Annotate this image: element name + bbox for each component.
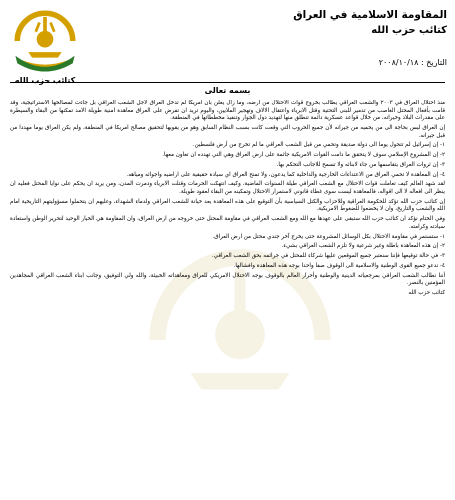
list-item: ٤- إن المعاهدة لا تحمي العراق من الاعتداءات الخارجية والداخلية كما يدعون، ولا تمنح العراق اي سيادة حقيقية على اراضيه واجوائه ومياهه. [126,171,445,178]
document-date: التاريخ : ٢٠٠٨/١٠/١٨ [378,58,447,67]
list-item: ٢- إن هذه المعاهدة باطلة وغير شرعية ولا تلزم الشعب العراقي بشيء. [281,243,445,250]
logo-caption: كتائب حزب الله [14,76,76,85]
list-item: ١- إن إسرائيل لم تتحول يوما الى دولة صديقة وتحمي من قبل الشعب العراقي ما لم تخرج من أرض فلسطين. [192,142,445,149]
paragraph: لقد شهد العالم كيف تعاملت قوات الاحتلال مع الشعب العراقي طيلة السنوات الماضية، وكيف انتهكت الحرمات وقتلت الابرياء ودمرت المدن، ومن يريد ان يحكم على نوايا المحتل فعليه ان ينظر الى افعاله لا الى اقواله، فالمعاهدة ليست سوى غطاء قانوني لاستمرار الاحتلال وتمكينه من البقاء لعقود طويلة. [10,181,445,196]
list-item: ٢- إن المشروع الإسلامي سوف لا يتحقق ما دامت القوات الامريكية جاثمة على ارض العراق وهي التي تهدده ان تعاون معها. [162,152,445,159]
paragraph: منذ احتلال العراق في ٢٠٠٣ والشعب العراقي يطالب بخروج قوات الاحتلال من ارضه، وما زال يعلن بأن امريكا لم تدخل العراق لاجل الشعب العراقي بل جاءت لمصالحها الاستراتيجية، وقد قامت بأفعال المحتل الغاصب من تدمير للبنى التحتية وقتل الابرياء واعتقال الالاف وتهجير الملايين، واليوم تريد ان تفرض على العراق معاهدة امنية طويلة الامد تمكنها من البقاء والسيطرة على مقدرات البلاد وخيراته، من خلال قواعد عسكرية دائمة تنطلق منها لتهديد دول الجوار وتنفيذ مخططاتها في المنطقة. [10,100,445,122]
statement-body [10,100,445,496]
paragraph: إن كتائب حزب الله تؤكد للحكومة العراقية وللاحزاب والكتل السياسية بأن التوقيع على هذه المعاهدة يعد خيانة للشعب العراقي ولدماء الشهداء، وعليهم ان يتحملوا مسؤوليتهم التاريخية امام الله والشعب والتاريخ، وان لا يخضعوا للضغوط الامريكية. [10,198,445,213]
list-item: ٤- ندعو جميع القوى الوطنية والاسلامية الى الوقوف صفا واحدا بوجه هذه المعاهدة وافشالها. [233,262,445,269]
header-divider [10,82,445,83]
paragraph: أننا نطالب الشعب العراقي بمرجعياته الدينية والوطنية وأحرار العالم بالوقوف بوجه الاحتلال الامريكي للعراق ومعاهداته الخبيثة، والله ولي التوفيق، وجانب ابناء الشعب العراقي المجاهدين المؤمنين بالنصر. [10,272,445,287]
list-item: ٣- إن ثروات العراق يتقاسمها من جاء لابنائه ولا تسمح للاجانب التحكم بها. [276,161,445,168]
list-item: ١- ستستمر في مقاومة الاحتلال بكل الوسائل المشروعة حتى يخرج آخر جندي محتل من ارض العراق. [212,233,445,240]
paragraph: وفي الختام نؤكد ان كتائب حزب الله ستبقى على عهدها مع الله ومع الشعب العراقي في مقاومة المحتل حتى خروجه من ارض العراق، وان المقاومة هي الخيار الوحيد لتحرير الوطن واستعادة سيادته وكرامته. [10,216,445,230]
basmala-heading: بسمه تعالى [204,86,251,95]
list-item: ٣- في حالة توقيعها فإننا سنعتبر جميع الموقعين عليها شركاء للمحتل في جرائمه بحق الشعب العراقي. [211,253,445,260]
hezbollah-brigades-emblem-icon [8,4,82,78]
signature: كتائب حزب الله [408,290,445,297]
brigade-name: كتائب حزب الله [371,25,447,36]
letterhead [293,8,447,69]
organization-name: المقاومة الاسلامية في العراق [293,9,447,21]
paragraph: إن العراق ليس بحاجة الى من يحميه من جيرانه لأن جميع الحروب التي وقعت كانت بسبب النظام السابق وهو من يقويها لتحقيق مصالح امريكا في المنطقة، ولم يكن العراق يوما مهددا من قبل جيرانه. [10,124,445,139]
